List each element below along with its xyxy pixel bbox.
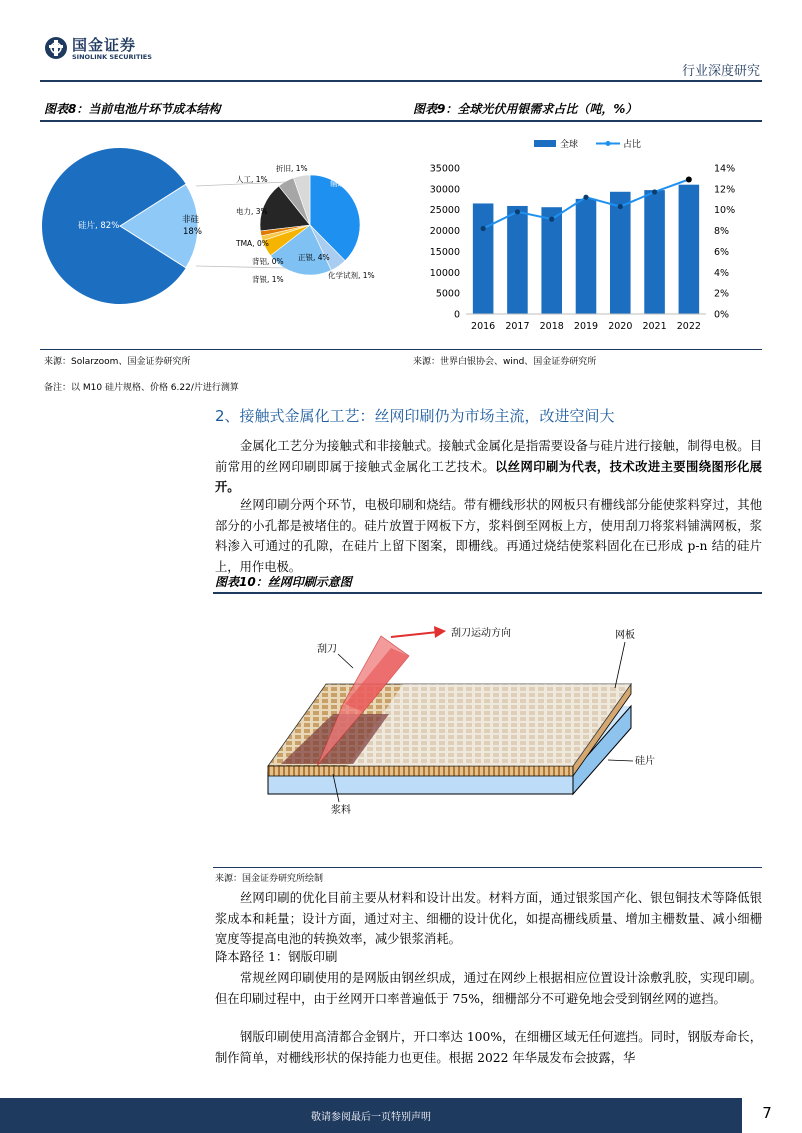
screen-front (268, 766, 573, 776)
page-number: 7 (762, 1104, 772, 1122)
footer-note: 敬请参阅最后一页特别声明 (311, 1112, 431, 1123)
figure8-title: 图表8：当前电池片环节成本结构 (44, 102, 221, 116)
figure8-note: 备注：以 M10 硅片规格、价格 6.22/片进行测算 (44, 383, 239, 393)
route-heading: 降本路径 1：钢版印刷 (215, 950, 338, 964)
figure10-title: 图表10：丝网印刷示意图 (215, 575, 352, 589)
bar-2019 (576, 199, 597, 314)
paragraph-2: 丝网印刷分两个环节，电极印刷和烧结。带有栅线形状的网板只有栅线部分能使浆料穿过，其他部分的小孔都是被堵住的。硅片放置于网板下方，浆料倒至网板上方，使用刮刀将浆料铺满网板，浆料渗入可通过的孔隙，在硅片上留下图案，即栅线。再通过烧结使浆料固化在已形成 p-n 结的硅片上，用作电极。 (215, 498, 762, 574)
brand-logo (44, 34, 156, 64)
paragraph-3: 丝网印刷的优化目前主要从材料和设计出发。材料方面，通过银浆国产化、银包铜技术等降低银浆成本和耗量；设计方面，通过对主、细栅的设计优化，如提高栅线质量、增加主栅数量、减小细栅宽度等提高电池的转换效率，减少银浆消耗。 (215, 891, 762, 946)
y-right-tick-label: 0% (714, 309, 730, 321)
y-right-tick-label: 4% (714, 267, 730, 279)
bar-2016 (473, 203, 494, 314)
figure-title-rule (40, 120, 762, 122)
slice-label-depr: 折旧, 1% (276, 164, 308, 173)
figure10-source-rule (213, 867, 762, 868)
leader-line (608, 760, 633, 761)
y-left-tick-label: 25000 (429, 205, 460, 217)
legend-swatch-bar (534, 140, 556, 147)
y-axis-right (714, 164, 735, 321)
x-tick-label: 2017 (505, 321, 530, 332)
report-type: 行业深度研究 (681, 64, 760, 79)
y-right-tick-label: 12% (714, 184, 736, 196)
paragraph-1-text: 金属化工艺分为接触式和非接触式。接触式金属化是指需要设备与硅片进行接触，制得电极。目前常用的丝网印刷即属于接触式金属化工艺技术。 (215, 439, 762, 474)
figure8-source: 来源：Solarzoom、国金证券研究所 (44, 357, 191, 367)
figure9-title: 图表9：全球光伏用银需求占比（吨，%） (413, 102, 638, 116)
leader-line (615, 642, 625, 688)
section-title: 2、接触式金属化工艺：丝网印刷仍为市场主流，改进空间大 (215, 407, 615, 425)
y-right-tick-label: 2% (714, 288, 730, 300)
bar-2017 (507, 206, 528, 314)
paragraph-4: 常规丝网印刷使用的是网版由钢丝织成，通过在网纱上根据相应位置设计涂敷乳胶，实现印刷。但在印刷过程中，由于丝网开口率普遍低于 75%，细栅部分不可避免地会受到钢丝网的遮挡。 (215, 971, 762, 1006)
brand-en: SINOLINK SECURITIES (72, 53, 152, 61)
slice-label-tma: TMA, 0% (236, 239, 269, 248)
share-point (583, 195, 588, 200)
share-point (686, 176, 692, 182)
label-paste: 浆料 (331, 805, 351, 816)
bar-series (473, 185, 699, 314)
y-axis-left (430, 164, 460, 321)
y-right-tick-label: 14% (714, 163, 736, 175)
direction-arrow-icon (434, 626, 446, 638)
figure10-diagram (213, 596, 762, 864)
figure10-source: 来源：国金证券研究所绘制 (215, 874, 324, 884)
figure8-chart (40, 124, 400, 344)
share-point (618, 204, 623, 209)
main-pie (42, 148, 198, 304)
direction-arrow-shaft (391, 632, 438, 637)
leader-line (338, 654, 353, 668)
y-left-tick-label: 10000 (429, 267, 460, 279)
slice-label-front-ag: 正银, 4% (298, 253, 330, 262)
bar-2020 (610, 192, 631, 314)
slice-label-aux: 辅助设施及其他, 7% (330, 179, 400, 188)
label-direction: 刮刀运动方向 (451, 628, 511, 639)
y-left-tick-label: 15000 (429, 246, 460, 258)
legend-swatch-marker (606, 141, 611, 146)
paragraph-1-bold: 以丝网印刷为代表，技术改进主要围绕图形化展开。 (215, 458, 762, 494)
legend-label-bar: 全球 (560, 140, 579, 150)
slice-label-labor: 人工, 1% (236, 175, 268, 184)
bar-2022 (679, 185, 700, 314)
y-right-tick-label: 6% (714, 246, 730, 258)
paragraph-1 (215, 436, 762, 498)
figure10-title-rule (213, 592, 762, 594)
slice-label-wafer: 硅片, 82% (78, 221, 120, 231)
x-tick-label: 2022 (676, 321, 701, 332)
source-rule (40, 349, 762, 350)
legend-label-line: 占比 (623, 140, 642, 150)
x-tick-label: 2018 (539, 321, 564, 332)
y-right-tick-label: 8% (714, 226, 730, 238)
brand-cn: 国金证券 (72, 36, 137, 54)
slice-label-nonsi-pct: 18% (183, 227, 202, 237)
x-tick-label: 2019 (573, 321, 599, 332)
slice-label-nonsi: 非硅 (182, 215, 200, 225)
slice-label-back-al: 背铝, 0% (252, 257, 284, 266)
label-wafer: 硅片 (635, 756, 655, 767)
y-left-tick-label: 30000 (429, 184, 460, 196)
x-tick-label: 2016 (471, 321, 496, 332)
y-left-tick-label: 35000 (429, 163, 460, 175)
label-squeegee: 刮刀 (317, 644, 337, 655)
slice-label-chem: 化学试剂, 1% (328, 271, 375, 280)
bar-2021 (644, 190, 665, 314)
share-point (481, 226, 486, 231)
paragraph-5: 钢版印刷使用高清都合金钢片，开口率达 100%，在细栅区域无任何遮挡。同时，钢版寿命长，制作简单，对栅线形状的保持能力也更佳。根据 2022 年华晟发布会披露，华 (215, 1030, 762, 1065)
figure9-chart (410, 124, 762, 340)
y-left-tick-label: 5000 (435, 288, 460, 300)
y-left-tick-label: 0 (453, 309, 460, 321)
legend (534, 138, 641, 150)
y-right-tick-label: 10% (714, 205, 736, 217)
x-axis (466, 314, 706, 332)
bar-2018 (541, 207, 562, 314)
header-rule (40, 80, 762, 82)
x-tick-label: 2021 (642, 321, 667, 332)
x-tick-label: 2020 (608, 321, 633, 332)
share-point (549, 217, 554, 222)
figure9-source: 来源：世界白银协会、wind、国金证券研究所 (413, 357, 597, 367)
y-left-tick-label: 20000 (429, 226, 460, 238)
connector-line (196, 266, 286, 268)
share-point (652, 189, 657, 194)
label-screen: 网板 (615, 630, 635, 641)
logo-icon (44, 36, 68, 60)
share-point (515, 209, 520, 214)
slice-label-power: 电力, 3% (236, 207, 268, 216)
slice-label-back-ag: 背银, 1% (252, 275, 284, 284)
